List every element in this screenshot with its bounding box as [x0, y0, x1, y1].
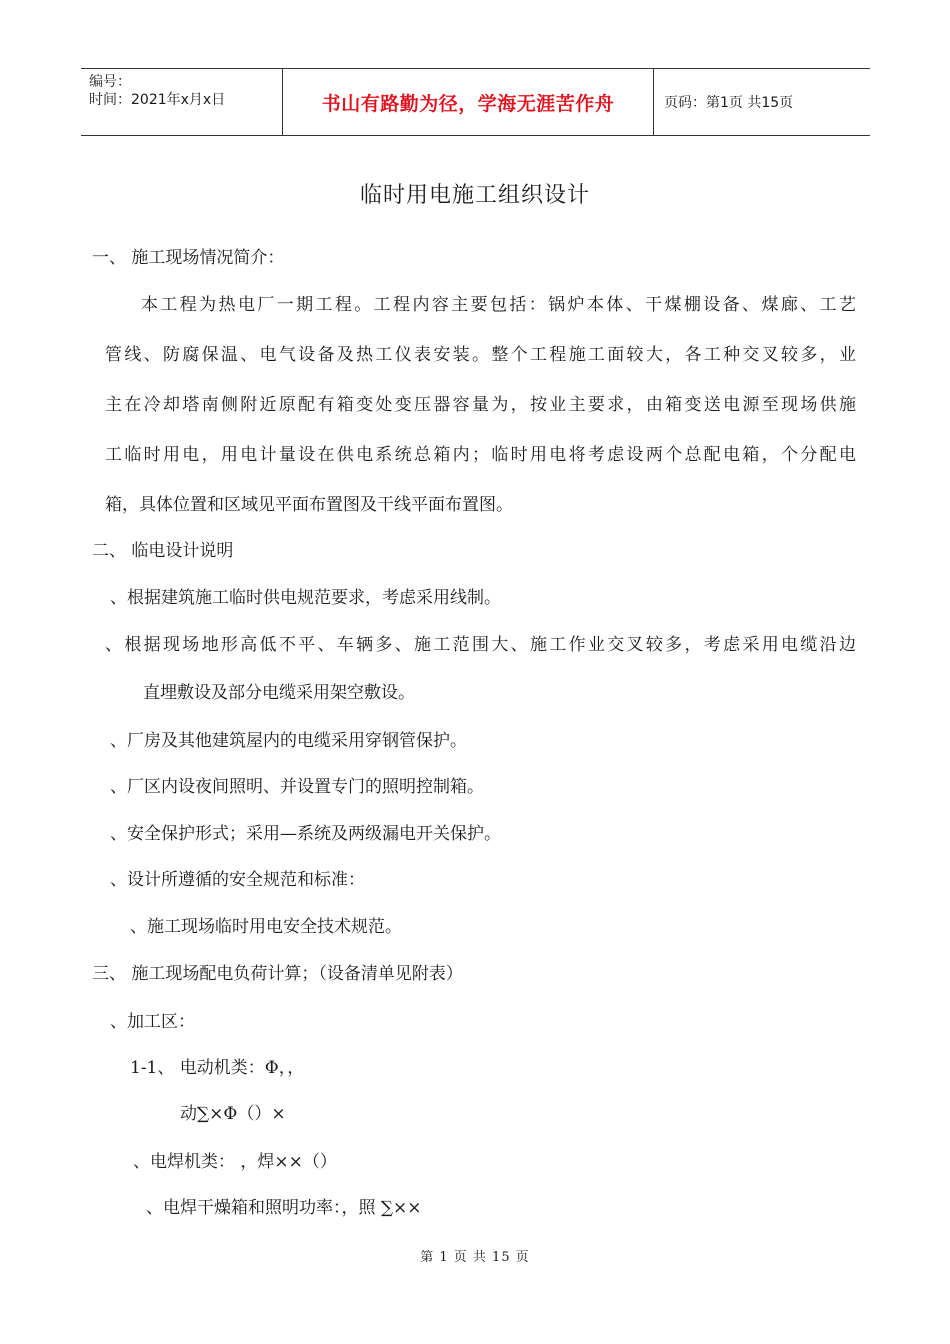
list-item: 、根据建筑施工临时供电规范要求，考虑采用线制。: [110, 588, 501, 608]
list-item: 、厂区内设夜间照明、并设置专门的照明控制箱。: [110, 777, 484, 797]
section-heading-1: 一、 施工现场情况简介：: [92, 248, 285, 268]
list-item: 、安全保护形式；采用—系统及两级漏电开关保护。: [110, 824, 501, 844]
list-item: 、加工区：: [110, 1012, 195, 1032]
date-label: 时间：2021年x月x日: [89, 92, 226, 108]
paragraph-line: 本工程为热电厂一期工程。工程内容主要包括：锅炉本体、干煤棚设备、煤廊、工艺: [141, 295, 856, 315]
header-left-cell: [81, 69, 282, 135]
page-info: 页码：第1页 共15页: [664, 95, 794, 111]
paragraph-line: 主在冷却塔南侧附近原配有箱变处变压器容量为，按业主要求，由箱变送电源至现场供施: [105, 395, 856, 415]
list-item: 、设计所遵循的安全规范和标准：: [110, 870, 365, 890]
formula-line: 动∑×Φ（）×: [180, 1104, 286, 1124]
section-heading-3: 三、 施工现场配电负荷计算；（设备清单见附表）: [92, 964, 463, 984]
number-label: 编号：: [89, 74, 131, 90]
section-heading-2: 二、 临电设计说明: [92, 541, 234, 561]
formula-line: 1-1、 电动机类：Φ，，: [130, 1058, 305, 1078]
paragraph-line: 工临时用电，用电计量设在供电系统总箱内；临时用电将考虑设两个总配电箱，个分配电: [105, 445, 856, 465]
paragraph-line: 箱，具体位置和区域见平面布置图及干线平面布置图。: [105, 495, 513, 515]
page-footer: 第 1 页 共 15 页: [420, 1250, 530, 1265]
list-item-continuation: 直埋敷设及部分电缆采用架空敷设。: [143, 683, 415, 703]
sub-list-item: 、施工现场临时用电安全技术规范。: [130, 917, 402, 937]
formula-line: 、电焊干燥箱和照明功率：，照 ∑××: [146, 1198, 422, 1218]
motto: 书山有路勤为径，学海无涯苦作舟: [282, 69, 654, 135]
header-table: [81, 68, 870, 136]
list-item: 、厂房及其他建筑屋内的电缆采用穿钢管保护。: [110, 731, 467, 751]
paragraph-line: 管线、防腐保温、电气设备及热工仪表安装。整个工程施工面较大，各工种交叉较多，业: [105, 345, 856, 365]
formula-line: 、电焊机类： ，焊××（）: [133, 1152, 337, 1172]
document-title: 临时用电施工组织设计: [359, 183, 590, 208]
list-item: 、根据现场地形高低不平、车辆多、施工范围大、施工作业交叉较多，考虑采用电缆沿边: [105, 635, 856, 655]
